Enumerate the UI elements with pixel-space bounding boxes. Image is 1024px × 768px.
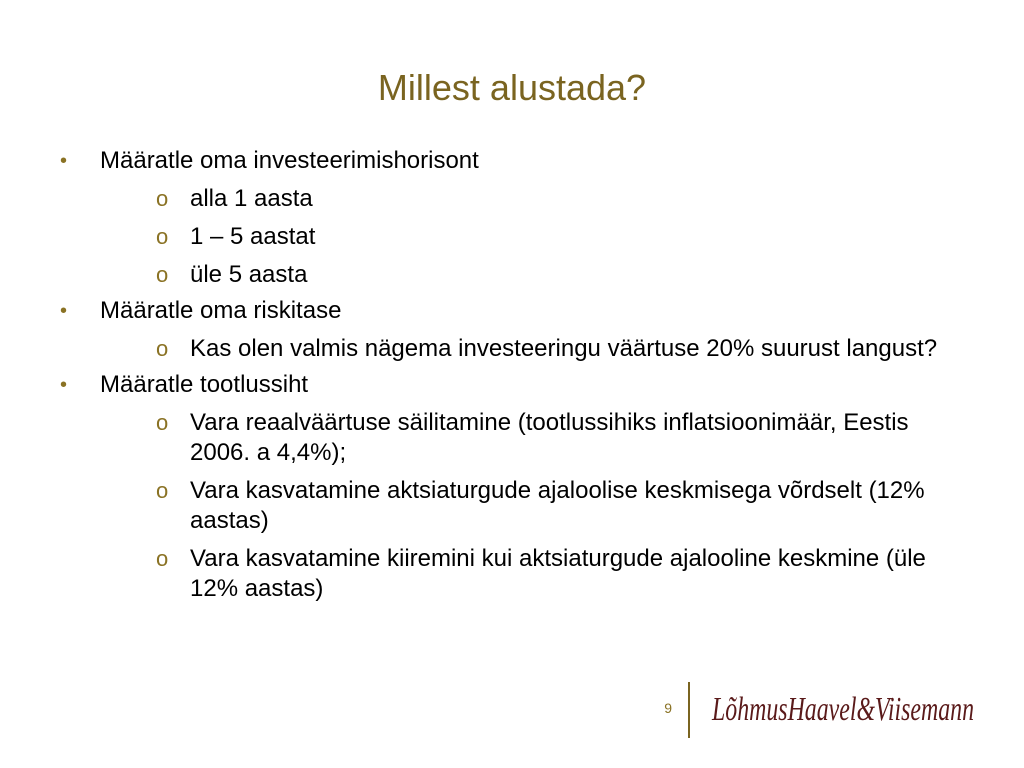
sub-item (100, 408, 950, 468)
sub-item (100, 260, 950, 290)
bullet-text: Määratle oma riskitase (100, 297, 342, 324)
sub-item-text: üle 5 aasta (190, 261, 308, 288)
bullet-dot-icon: • (60, 300, 68, 322)
sub-bullet-icon: o (156, 186, 169, 211)
sub-item (100, 222, 950, 252)
sub-bullet-icon: o (156, 336, 169, 361)
sub-item (100, 544, 950, 604)
sub-item (100, 334, 950, 364)
bullet-item (56, 296, 956, 364)
footer-divider (688, 682, 690, 738)
sub-list (100, 184, 956, 290)
sub-bullet-icon: o (156, 410, 169, 435)
slide-title: Millest alustada? (377, 67, 647, 108)
sub-item-text: Vara reaalväärtuse säilitamine (tootlussihiks inflatsioonimäär, Eestis 2006. a 4,4%); (190, 409, 909, 466)
sub-bullet-icon: o (156, 224, 169, 249)
sub-item-text: Kas olen valmis nägema investeeringu väärtuse 20% suurust langust? (190, 335, 938, 362)
page-number: 9 (664, 700, 672, 716)
bullet-text: Määratle oma investeerimishorisont (100, 147, 479, 174)
sub-item (100, 476, 950, 536)
sub-item (100, 184, 950, 214)
svg-text:LõhmusHaavel&Viisemann: LõhmusHaavel&Viisemann (711, 691, 974, 728)
sub-bullet-icon: o (156, 546, 169, 571)
sub-bullet-icon: o (156, 478, 169, 503)
bullet-text: Määratle tootlussiht (100, 371, 309, 398)
company-logo (708, 680, 978, 732)
bullet-item (56, 146, 956, 290)
bullet-item (56, 370, 956, 604)
sub-item-text: Vara kasvatamine kiiremini kui aktsiaturgude ajalooline keskmine (üle 12% aastas) (190, 545, 926, 602)
sub-item-text: alla 1 aasta (190, 185, 313, 212)
sub-item-text: Vara kasvatamine aktsiaturgude ajaloolise keskmisega võrdselt (12% aastas) (190, 477, 925, 534)
bullet-list (56, 140, 956, 604)
sub-list (100, 408, 956, 604)
sub-item-text: 1 – 5 aastat (190, 223, 316, 250)
sub-list (100, 334, 956, 364)
bullet-dot-icon: • (60, 374, 68, 396)
sub-bullet-icon: o (156, 262, 169, 287)
bullet-dot-icon: • (60, 150, 68, 172)
